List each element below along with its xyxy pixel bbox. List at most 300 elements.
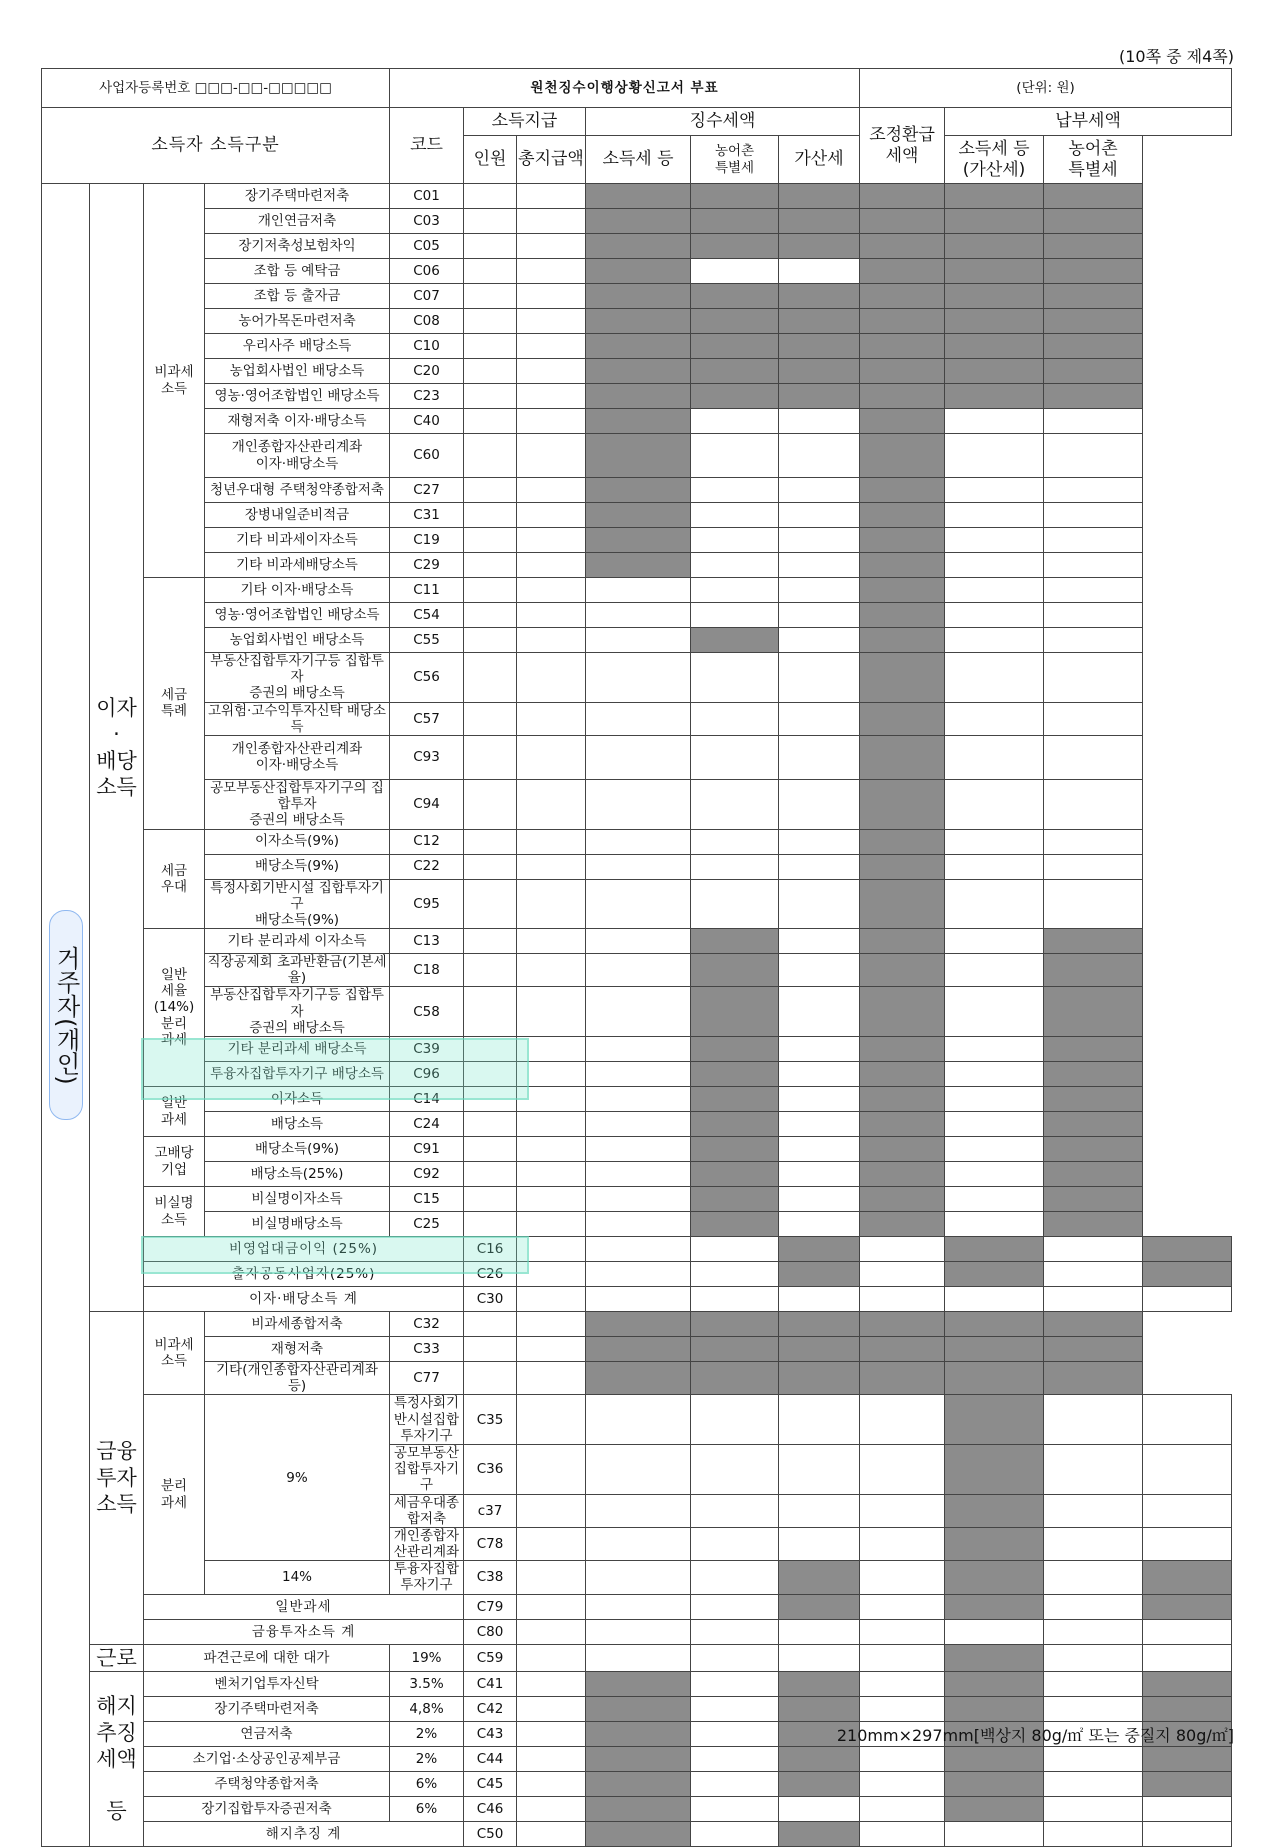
cell-pay-rural-tax[interactable] (1044, 702, 1143, 735)
cell-persons[interactable] (464, 987, 517, 1037)
cell-additional-tax[interactable] (860, 1494, 945, 1527)
cell-total-payment[interactable] (517, 1087, 586, 1112)
cell-income-tax[interactable] (586, 829, 691, 854)
cell-total-payment[interactable] (517, 528, 586, 553)
cell-pay-income-tax[interactable] (945, 1062, 1044, 1087)
cell-persons[interactable] (517, 1619, 586, 1644)
cell-income-tax[interactable] (586, 954, 691, 987)
cell-additional-tax[interactable] (779, 1162, 860, 1187)
cell-pay-income-tax[interactable] (945, 653, 1044, 703)
cell-persons[interactable] (517, 1395, 586, 1445)
cell-income-tax[interactable] (586, 779, 691, 829)
cell-additional-tax[interactable] (779, 528, 860, 553)
cell-total-payment[interactable] (517, 1162, 586, 1187)
cell-pay-income-tax[interactable] (945, 1212, 1044, 1237)
cell-persons[interactable] (464, 334, 517, 359)
cell-rural-tax[interactable] (691, 779, 779, 829)
cell-total-payment[interactable] (517, 1212, 586, 1237)
cell-additional-tax[interactable] (860, 1262, 945, 1287)
cell-persons[interactable] (517, 1771, 586, 1796)
cell-additional-tax[interactable] (779, 1112, 860, 1137)
cell-pay-income-tax[interactable] (945, 779, 1044, 829)
cell-pay-rural-tax[interactable] (1044, 409, 1143, 434)
cell-income-tax[interactable] (586, 929, 691, 954)
cell-total-payment[interactable] (517, 184, 586, 209)
cell-pay-rural-tax[interactable] (1143, 1395, 1232, 1445)
cell-total-payment[interactable] (517, 434, 586, 478)
cell-pay-rural-tax[interactable] (1143, 1821, 1232, 1846)
cell-pay-income-tax[interactable] (1044, 1619, 1143, 1644)
cell-adjust-refund (860, 1362, 945, 1395)
cell-total-payment[interactable] (517, 653, 586, 703)
cell-additional-tax[interactable] (860, 1771, 945, 1796)
cell-pay-income-tax[interactable] (1044, 1821, 1143, 1846)
cell-total-payment[interactable] (517, 259, 586, 284)
cell-pay-income-tax[interactable] (1044, 1644, 1143, 1671)
cell-total-payment[interactable] (517, 735, 586, 779)
cell-additional-tax[interactable] (779, 653, 860, 703)
cell-additional-tax[interactable] (779, 478, 860, 503)
cell-additional-tax[interactable] (860, 1527, 945, 1560)
table-row (42, 1112, 1232, 1137)
cell-pay-income-tax[interactable] (1044, 1527, 1143, 1560)
cell-total-payment[interactable] (586, 1494, 691, 1527)
cell-pay-income-tax[interactable] (945, 1162, 1044, 1187)
cell-persons[interactable] (464, 359, 517, 384)
cell-persons[interactable] (464, 702, 517, 735)
cell-pay-rural-tax[interactable] (1044, 628, 1143, 653)
cell-additional-tax[interactable] (860, 1444, 945, 1494)
cell-total-payment[interactable] (586, 1619, 691, 1644)
cell-rural-tax[interactable] (691, 829, 779, 854)
cell-additional-tax[interactable] (779, 779, 860, 829)
cell-additional-tax[interactable] (779, 603, 860, 628)
cell-pay-rural-tax[interactable] (1044, 735, 1143, 779)
cell-rural-tax[interactable] (779, 1796, 860, 1821)
cell-pay-income-tax[interactable] (945, 735, 1044, 779)
cell-additional-tax[interactable] (779, 259, 860, 284)
cell-persons[interactable] (517, 1644, 586, 1671)
cell-income-tax[interactable] (691, 1444, 779, 1494)
cell-persons[interactable] (464, 553, 517, 578)
cell-total-payment[interactable] (517, 702, 586, 735)
cell-adjust-refund[interactable] (945, 1619, 1044, 1644)
cell-pay-income-tax[interactable] (945, 434, 1044, 478)
cell-additional-tax[interactable] (779, 1037, 860, 1062)
cell-persons[interactable] (464, 1162, 517, 1187)
cell-persons[interactable] (464, 879, 517, 929)
cell-persons[interactable] (464, 309, 517, 334)
cell-total-payment[interactable] (517, 478, 586, 503)
cell-persons[interactable] (517, 1671, 586, 1696)
cell-pay-income-tax[interactable] (1044, 1395, 1143, 1445)
cell-total-payment[interactable] (517, 628, 586, 653)
cell-rural-tax[interactable] (779, 1527, 860, 1560)
cell-pay-income-tax[interactable] (1044, 1287, 1143, 1312)
cell-income-tax[interactable] (691, 1671, 779, 1696)
cell-persons[interactable] (517, 1237, 586, 1262)
cell-pay-income-tax[interactable] (1044, 1237, 1143, 1262)
cell-income-tax[interactable] (586, 1112, 691, 1137)
cell-persons[interactable] (464, 628, 517, 653)
cell-persons[interactable] (464, 779, 517, 829)
cell-pay-rural-tax[interactable] (1044, 553, 1143, 578)
cell-rural-tax[interactable] (691, 653, 779, 703)
cell-rural-tax[interactable] (779, 1395, 860, 1445)
cell-persons[interactable] (464, 259, 517, 284)
cell-rural-tax[interactable] (691, 503, 779, 528)
cell-total-payment[interactable] (517, 1137, 586, 1162)
cell-total-payment[interactable] (517, 359, 586, 384)
cell-pay-rural-tax[interactable] (1044, 578, 1143, 603)
cell-adjust-refund (945, 1746, 1044, 1771)
cell-total-payment[interactable] (517, 1312, 586, 1337)
cell-total-payment[interactable] (517, 954, 586, 987)
rate-C43: 2% (390, 1721, 464, 1746)
cell-additional-tax[interactable] (860, 1395, 945, 1445)
cell-income-tax[interactable] (691, 1395, 779, 1445)
cell-persons[interactable] (464, 854, 517, 879)
cell-additional-tax[interactable] (779, 929, 860, 954)
cell-persons[interactable] (517, 1262, 586, 1287)
cell-income-tax[interactable] (586, 735, 691, 779)
table-row (42, 409, 1232, 434)
cell-pay-rural-tax[interactable] (1044, 434, 1143, 478)
cell-total-payment[interactable] (517, 987, 586, 1037)
cell-persons[interactable] (464, 929, 517, 954)
cell-total-payment[interactable] (517, 1062, 586, 1087)
cell-income-tax[interactable] (586, 1087, 691, 1112)
cell-additional-tax[interactable] (860, 1644, 945, 1671)
cell-pay-income-tax[interactable] (1044, 1594, 1143, 1619)
cell-pay-income-tax[interactable] (945, 929, 1044, 954)
cell-income-tax[interactable] (691, 1644, 779, 1671)
cell-pay-income-tax[interactable] (945, 1112, 1044, 1137)
cell-total-payment[interactable] (586, 1527, 691, 1560)
cell-total-payment[interactable] (517, 603, 586, 628)
cell-pay-rural-tax[interactable] (1044, 829, 1143, 854)
cell-rural-tax[interactable] (691, 702, 779, 735)
cell-persons[interactable] (517, 1494, 586, 1527)
cell-income-tax[interactable] (586, 987, 691, 1037)
cell-persons[interactable] (464, 603, 517, 628)
cell-pay-rural-tax[interactable] (1044, 879, 1143, 929)
cell-additional-tax[interactable] (779, 434, 860, 478)
cell-additional-tax[interactable] (779, 1137, 860, 1162)
cell-pay-income-tax[interactable] (945, 553, 1044, 578)
cell-pay-rural-tax[interactable] (1143, 1796, 1232, 1821)
cell-income-tax[interactable] (586, 1212, 691, 1237)
cell-adjust-refund[interactable] (945, 1821, 1044, 1846)
cell-total-payment[interactable] (586, 1395, 691, 1445)
cell-additional-tax[interactable] (779, 1062, 860, 1087)
cell-pay-income-tax[interactable] (1044, 1796, 1143, 1821)
cell-pay-income-tax[interactable] (1044, 1771, 1143, 1796)
cell-persons[interactable] (517, 1796, 586, 1821)
cell-additional-tax[interactable] (860, 1696, 945, 1721)
cell-persons[interactable] (464, 1137, 517, 1162)
cell-income-tax[interactable] (586, 879, 691, 929)
cell-persons[interactable] (464, 284, 517, 309)
cell-pay-rural-tax[interactable] (1143, 1494, 1232, 1527)
cell-persons[interactable] (517, 1746, 586, 1771)
cell-rural-tax[interactable] (691, 434, 779, 478)
code-C25: C25 (390, 1212, 464, 1237)
cell-pay-income-tax[interactable] (945, 1187, 1044, 1212)
cell-total-payment[interactable] (517, 929, 586, 954)
cell-pay-rural-tax[interactable] (1143, 1527, 1232, 1560)
cell-additional-tax[interactable] (779, 879, 860, 929)
cell-additional-tax[interactable] (860, 1746, 945, 1771)
cell-pay-rural-tax[interactable] (1143, 1287, 1232, 1312)
cell-pay-income-tax[interactable] (1044, 1746, 1143, 1771)
cell-total-payment[interactable] (517, 284, 586, 309)
cell-persons[interactable] (464, 1037, 517, 1062)
cell-pay-income-tax[interactable] (945, 1137, 1044, 1162)
cell-total-payment[interactable] (517, 879, 586, 929)
table-row (42, 628, 1232, 653)
cell-rural-tax[interactable] (691, 879, 779, 929)
cell-persons[interactable] (464, 409, 517, 434)
cell-income-tax[interactable] (586, 578, 691, 603)
cell-pay-rural-tax[interactable] (1044, 854, 1143, 879)
cell-rural-tax[interactable] (691, 735, 779, 779)
cell-additional-tax[interactable] (779, 829, 860, 854)
cell-persons[interactable] (464, 478, 517, 503)
cell-income-tax[interactable] (691, 1561, 779, 1594)
cell-additional-tax[interactable] (860, 1561, 945, 1594)
cell-pay-income-tax[interactable] (945, 1037, 1044, 1062)
cell-total-payment[interactable] (517, 409, 586, 434)
cell-additional-tax[interactable] (779, 503, 860, 528)
cell-total-payment[interactable] (517, 309, 586, 334)
table-row (42, 879, 1232, 929)
cell-pay-income-tax[interactable] (1044, 1262, 1143, 1287)
cell-total-payment[interactable] (586, 1237, 691, 1262)
cell-pay-rural-tax[interactable] (1044, 779, 1143, 829)
cell-persons[interactable] (517, 1287, 586, 1312)
cell-total-payment[interactable] (517, 779, 586, 829)
cell-additional-tax[interactable] (779, 628, 860, 653)
cell-persons[interactable] (517, 1721, 586, 1746)
cell-income-tax[interactable] (691, 1721, 779, 1746)
cell-pay-rural-tax[interactable] (1044, 503, 1143, 528)
cell-pay-income-tax[interactable] (1044, 1494, 1143, 1527)
cell-income-tax[interactable] (691, 1619, 779, 1644)
cell-income-tax[interactable] (586, 1187, 691, 1212)
cell-persons[interactable] (464, 954, 517, 987)
cell-total-payment[interactable] (517, 503, 586, 528)
cell-total-payment[interactable] (517, 384, 586, 409)
cell-total-payment[interactable] (517, 1362, 586, 1395)
cell-pay-rural-tax[interactable] (1044, 603, 1143, 628)
cell-persons[interactable] (464, 184, 517, 209)
cell-additional-tax[interactable] (860, 1821, 945, 1846)
cell-persons[interactable] (464, 209, 517, 234)
cell-additional-tax[interactable] (779, 854, 860, 879)
cell-persons[interactable] (464, 1337, 517, 1362)
cell-pay-income-tax[interactable] (945, 603, 1044, 628)
cell-income-tax[interactable] (691, 1494, 779, 1527)
cell-pay-income-tax[interactable] (945, 987, 1044, 1037)
code-C77: C77 (390, 1362, 464, 1395)
cell-rural-tax[interactable] (691, 478, 779, 503)
cell-persons[interactable] (464, 528, 517, 553)
cell-additional-tax[interactable] (779, 954, 860, 987)
cell-total-payment[interactable] (517, 1337, 586, 1362)
cell-rural-tax[interactable] (691, 409, 779, 434)
cell-additional-tax[interactable] (779, 702, 860, 735)
cell-rural-tax[interactable] (691, 259, 779, 284)
cell-income-tax[interactable] (586, 1137, 691, 1162)
cell-income-tax[interactable] (586, 1037, 691, 1062)
cell-pay-income-tax[interactable] (945, 528, 1044, 553)
cell-additional-tax[interactable] (860, 1594, 945, 1619)
cell-pay-income-tax[interactable] (945, 578, 1044, 603)
cell-income-tax[interactable] (586, 628, 691, 653)
cell-rural-tax[interactable] (691, 603, 779, 628)
cell-pay-income-tax[interactable] (1044, 1444, 1143, 1494)
cell-total-payment[interactable] (517, 829, 586, 854)
cell-income-tax[interactable] (691, 1237, 779, 1262)
cell-pay-income-tax[interactable] (1044, 1561, 1143, 1594)
cell-rural-tax[interactable] (779, 1287, 860, 1312)
cell-additional-tax[interactable] (779, 987, 860, 1037)
cell-income-tax[interactable] (691, 1696, 779, 1721)
cell-rural-tax[interactable] (691, 578, 779, 603)
paper-spec: 210mm×297mm[백상지 80g/㎡ 또는 중질지 80g/㎡] (836, 1726, 1234, 1745)
cell-rural-tax[interactable] (779, 1644, 860, 1671)
cell-persons[interactable] (517, 1594, 586, 1619)
cell-pay-income-tax[interactable] (945, 478, 1044, 503)
cell-income-tax[interactable] (586, 1062, 691, 1087)
cell-income-tax[interactable] (586, 653, 691, 703)
cell-persons[interactable] (517, 1527, 586, 1560)
cell-additional-tax[interactable] (860, 1619, 945, 1644)
cell-income-tax[interactable] (691, 1771, 779, 1796)
cell-persons[interactable] (464, 735, 517, 779)
cell-persons[interactable] (464, 1087, 517, 1112)
cell-persons[interactable] (464, 653, 517, 703)
cell-rural-tax[interactable] (779, 1619, 860, 1644)
cell-income-tax[interactable] (691, 1527, 779, 1560)
cell-income-tax[interactable] (691, 1594, 779, 1619)
cell-persons[interactable] (464, 1312, 517, 1337)
cell-persons[interactable] (517, 1444, 586, 1494)
cell-income-tax[interactable] (586, 854, 691, 879)
cell-income-tax[interactable] (586, 1162, 691, 1187)
cell-additional-tax[interactable] (779, 1087, 860, 1112)
cell-persons[interactable] (464, 1112, 517, 1137)
cell-pay-rural-tax[interactable] (1143, 1644, 1232, 1671)
cell-additional-tax[interactable] (779, 553, 860, 578)
cell-additional-tax[interactable] (860, 1671, 945, 1696)
cell-income-tax[interactable] (691, 1287, 779, 1312)
cell-pay-income-tax[interactable] (945, 954, 1044, 987)
cell-adjust-refund (860, 603, 945, 628)
cell-persons[interactable] (464, 1187, 517, 1212)
cell-total-payment[interactable] (517, 854, 586, 879)
cell-persons[interactable] (464, 434, 517, 478)
cell-pay-income-tax[interactable] (945, 854, 1044, 879)
cell-persons[interactable] (464, 578, 517, 603)
cell-additional-tax (779, 334, 860, 359)
cell-rural-tax[interactable] (691, 528, 779, 553)
cell-additional-tax[interactable] (860, 1237, 945, 1262)
cell-persons[interactable] (464, 234, 517, 259)
cell-pay-rural-tax[interactable] (1143, 1619, 1232, 1644)
cell-total-payment[interactable] (586, 1644, 691, 1671)
cell-pay-income-tax[interactable] (945, 829, 1044, 854)
cell-total-payment[interactable] (586, 1287, 691, 1312)
cell-additional-tax[interactable] (779, 409, 860, 434)
cell-pay-rural-tax[interactable] (1044, 528, 1143, 553)
cell-additional-tax[interactable] (860, 1796, 945, 1821)
cell-persons[interactable] (517, 1696, 586, 1721)
cell-total-payment[interactable] (517, 1112, 586, 1137)
cell-total-payment[interactable] (517, 1187, 586, 1212)
cell-persons[interactable] (517, 1821, 586, 1846)
cell-total-payment[interactable] (517, 234, 586, 259)
cell-pay-income-tax[interactable] (945, 702, 1044, 735)
cell-total-payment[interactable] (586, 1594, 691, 1619)
cell-income-tax[interactable] (691, 1746, 779, 1771)
cell-pay-income-tax[interactable] (945, 1087, 1044, 1112)
cell-income-tax[interactable] (691, 1796, 779, 1821)
cell-persons[interactable] (464, 503, 517, 528)
cell-pay-income-tax[interactable] (945, 409, 1044, 434)
cell-adjust-refund[interactable] (945, 1287, 1044, 1312)
cell-total-payment[interactable] (517, 209, 586, 234)
cell-additional-tax[interactable] (779, 1212, 860, 1237)
cell-income-tax[interactable] (691, 1821, 779, 1846)
cell-total-payment[interactable] (517, 334, 586, 359)
cell-pay-income-tax[interactable] (1044, 1696, 1143, 1721)
cell-rural-tax[interactable] (691, 553, 779, 578)
cell-total-payment[interactable] (517, 1037, 586, 1062)
cell-additional-tax[interactable] (860, 1287, 945, 1312)
cell-persons[interactable] (464, 829, 517, 854)
cell-pay-income-tax[interactable] (945, 503, 1044, 528)
cell-rural-tax[interactable] (779, 1444, 860, 1494)
cell-persons[interactable] (464, 1362, 517, 1395)
cell-pay-income-tax[interactable] (945, 879, 1044, 929)
cell-pay-income-tax[interactable] (1044, 1671, 1143, 1696)
cell-pay-rural-tax[interactable] (1044, 478, 1143, 503)
cell-pay-rural-tax[interactable] (1044, 653, 1143, 703)
cell-pay-rural-tax[interactable] (1143, 1444, 1232, 1494)
cell-persons[interactable] (517, 1561, 586, 1594)
cell-income-tax[interactable] (586, 702, 691, 735)
cell-total-payment[interactable] (517, 553, 586, 578)
cell-additional-tax[interactable] (779, 735, 860, 779)
cell-rural-tax (779, 1821, 860, 1846)
cell-rural-tax[interactable] (691, 854, 779, 879)
cell-income-tax[interactable] (691, 1262, 779, 1287)
cell-total-payment[interactable] (517, 578, 586, 603)
cell-additional-tax[interactable] (779, 1187, 860, 1212)
cell-total-payment[interactable] (586, 1262, 691, 1287)
cell-persons[interactable] (464, 384, 517, 409)
cell-total-payment[interactable] (586, 1561, 691, 1594)
cell-persons[interactable] (464, 1212, 517, 1237)
cell-persons[interactable] (464, 1062, 517, 1087)
cell-rural-tax[interactable] (779, 1494, 860, 1527)
cell-total-payment[interactable] (586, 1444, 691, 1494)
cell-income-tax[interactable] (586, 603, 691, 628)
cell-additional-tax[interactable] (779, 578, 860, 603)
cell-pay-income-tax[interactable] (945, 628, 1044, 653)
